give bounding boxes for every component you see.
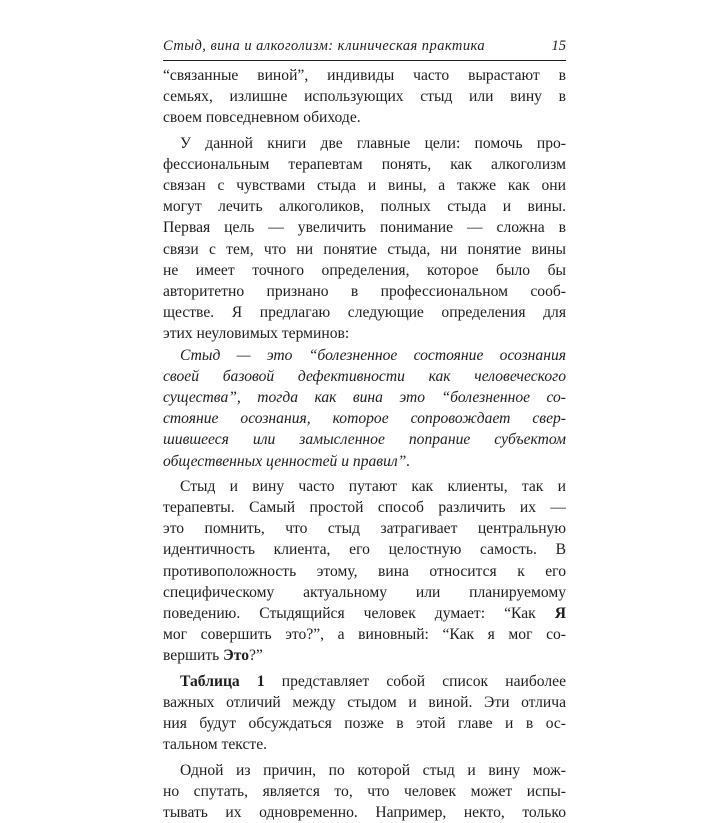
text-line: “связанные виной”, индивиды часто вырастают в bbox=[163, 65, 566, 86]
text-line: Одной из причин, по которой стыд и вину мож- bbox=[163, 760, 566, 781]
running-title: Стыд, вина и алкоголизм: клиническая практика bbox=[163, 36, 485, 56]
text-line: специфическому актуальному или планируемому bbox=[163, 582, 566, 603]
text-line bbox=[163, 671, 566, 692]
book-page bbox=[163, 36, 566, 823]
table-reference: Таблица 1 bbox=[180, 673, 265, 690]
text-line: фессиональным терапевтам понять, как алкоголизм bbox=[163, 154, 566, 175]
text-line: своем повседневном обиходе. bbox=[163, 107, 566, 128]
bold-word: Я bbox=[555, 605, 566, 622]
bold-word: Это bbox=[223, 647, 249, 664]
text-line: противоположность этому, вина относится к его bbox=[163, 561, 566, 582]
text-line: терапевты. Самый простой способ различить их — bbox=[163, 497, 566, 518]
running-header bbox=[163, 36, 566, 61]
text-line: это помнить, что стыд затрагивает центральную bbox=[163, 518, 566, 539]
text-line: ществе. Я предлагаю следующие определения для bbox=[163, 302, 566, 323]
text-line: могут лечить алкоголиков, полных стыда и вины. bbox=[163, 196, 566, 217]
text-line: тывать их одновременно. Например, некто, только bbox=[163, 802, 566, 823]
paragraph-4 bbox=[163, 671, 566, 756]
paragraph-1 bbox=[163, 65, 566, 129]
text-line: мог совершить это?”, а виновный: “Как я мог со- bbox=[163, 624, 566, 645]
text-line: но спутать, является то, что человек может испы- bbox=[163, 781, 566, 802]
text-line: Стыд — это “болезненное состояние осознания bbox=[163, 345, 566, 366]
text-line: важных отличий между стыдом и виной. Эти отлича bbox=[163, 692, 566, 713]
paragraph-3 bbox=[163, 476, 566, 667]
text-line: своей базовой дефективности как человеческого bbox=[163, 366, 566, 387]
text-line: этих неуловимых терминов: bbox=[163, 323, 566, 344]
text-line: Первая цель — увеличить понимание — сложна в bbox=[163, 217, 566, 238]
text-fragment: поведению. Стыдящийся человек думает: “Как bbox=[163, 605, 555, 622]
text-line: связи с тем, что ни понятие стыда, ни понятие вины bbox=[163, 239, 566, 260]
text-line bbox=[163, 645, 566, 666]
text-fragment: вершить bbox=[163, 647, 223, 664]
text-line bbox=[163, 603, 566, 624]
text-line: тальном тексте. bbox=[163, 734, 566, 755]
page-number: 15 bbox=[552, 36, 567, 56]
text-line: стояние осознания, которое сопровождает свер- bbox=[163, 408, 566, 429]
text-line: У данной книги две главные цели: помочь про- bbox=[163, 133, 566, 154]
text-line: Стыд и вину часто путают как клиенты, так и bbox=[163, 476, 566, 497]
definition-block bbox=[163, 345, 566, 472]
text-line: шившееся или замысленное попрание субъектом bbox=[163, 429, 566, 450]
text-line: связан с чувствами стыда и вины, а также как они bbox=[163, 175, 566, 196]
text-line: общественных ценностей и правил”. bbox=[163, 451, 566, 472]
text-line: авторитетно признано в профессиональном сооб- bbox=[163, 281, 566, 302]
text-line: семьях, излишне использующих стыд или вину в bbox=[163, 86, 566, 107]
text-fragment: представляет собой список наиболее bbox=[265, 673, 566, 690]
paragraph-5 bbox=[163, 760, 566, 823]
text-line: ния будут обсуждаться позже в этой главе и в ос- bbox=[163, 713, 566, 734]
text-line: идентичность клиента, его целостную самость. В bbox=[163, 539, 566, 560]
paragraph-2 bbox=[163, 133, 566, 345]
text-line: не имеет точного определения, которое было бы bbox=[163, 260, 566, 281]
text-line: существа”, тогда как вина это “болезненное со- bbox=[163, 387, 566, 408]
text-fragment: ?” bbox=[249, 647, 263, 664]
